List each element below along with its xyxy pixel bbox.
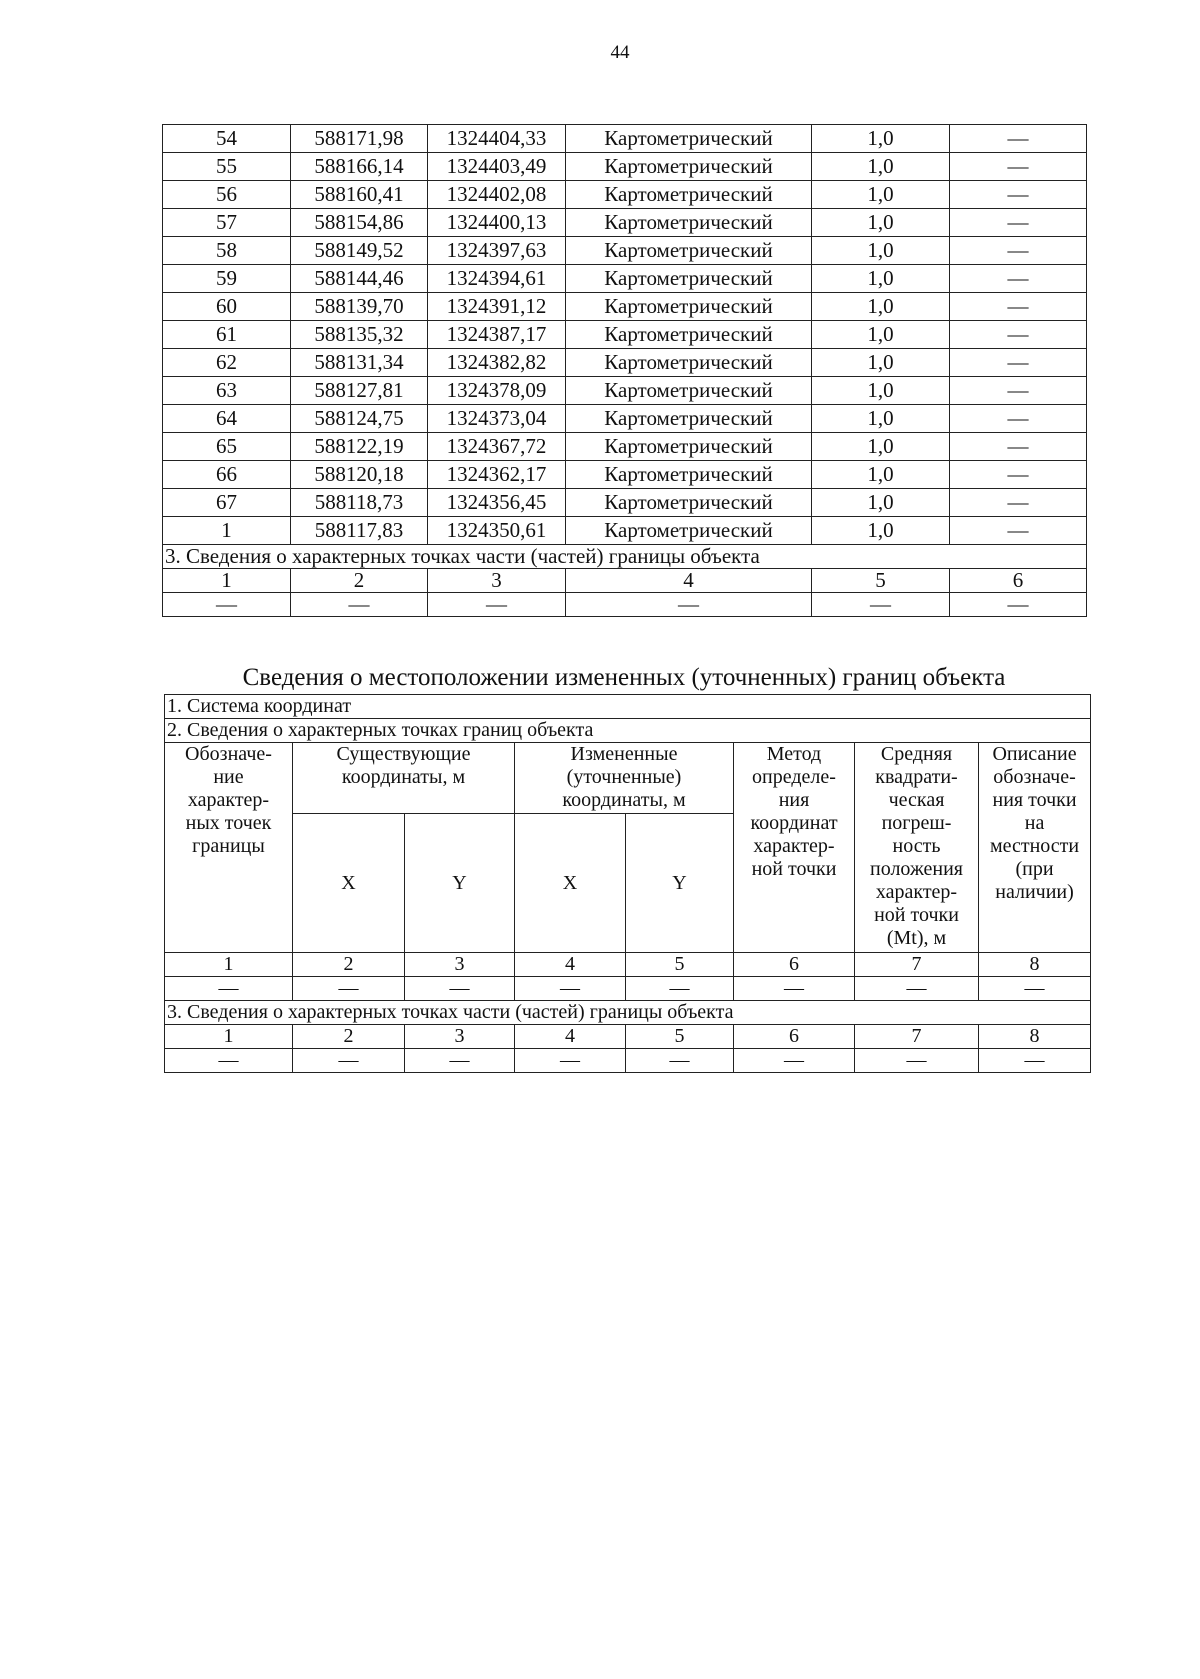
column-number-cell: 8 [979, 953, 1091, 977]
dash-cell: — [291, 593, 428, 617]
dash-cell: — [855, 977, 979, 1001]
header-changed-coordinates: Измененные (уточненные) координаты, м [515, 743, 734, 814]
y-coordinate-cell: 1324382,82 [428, 349, 566, 377]
dash-cell: — [165, 977, 293, 1001]
dash-row [165, 977, 1091, 1001]
boundary-points-section-row: 2. Сведения о характерных точках границ объекта [165, 719, 1091, 743]
x-coordinate-cell: 588127,81 [291, 377, 428, 405]
error-cell: 1,0 [812, 237, 950, 265]
description-cell: — [950, 293, 1087, 321]
coordinate-system-row: 1. Система координат [165, 695, 1091, 719]
description-cell: — [950, 489, 1087, 517]
method-cell: Картометрический [566, 377, 812, 405]
method-cell: Картометрический [566, 265, 812, 293]
dash-cell: — [979, 977, 1091, 1001]
table-row [163, 265, 1087, 293]
description-cell: — [950, 321, 1087, 349]
dash-cell: — [979, 1049, 1091, 1073]
column-number-cell: 5 [812, 569, 950, 593]
header-mean-square-error: Средняя квадрати- ческая погреш- ность положения характер- ной точки (Mt), м [855, 743, 979, 953]
header-existing-x: X [293, 814, 405, 953]
dash-cell: — [428, 593, 566, 617]
column-number-cell: 2 [293, 953, 405, 977]
dash-cell: — [626, 1049, 734, 1073]
point-number-cell: 62 [163, 349, 291, 377]
column-number-cell: 1 [165, 1025, 293, 1049]
method-cell: Картометрический [566, 125, 812, 153]
table-row [163, 433, 1087, 461]
dash-cell: — [293, 977, 405, 1001]
description-cell: — [950, 433, 1087, 461]
column-number-cell: 2 [291, 569, 428, 593]
dash-cell: — [515, 977, 626, 1001]
x-coordinate-cell: 588118,73 [291, 489, 428, 517]
method-cell: Картометрический [566, 237, 812, 265]
x-coordinate-cell: 588144,46 [291, 265, 428, 293]
point-number-cell: 61 [163, 321, 291, 349]
header-existing-coordinates: Существующие координаты, м [293, 743, 515, 814]
x-coordinate-cell: 588171,98 [291, 125, 428, 153]
dash-cell: — [734, 977, 855, 1001]
point-number-cell: 64 [163, 405, 291, 433]
error-cell: 1,0 [812, 517, 950, 545]
column-number-cell: 7 [855, 953, 979, 977]
column-number-cell: 5 [626, 1025, 734, 1049]
error-cell: 1,0 [812, 265, 950, 293]
x-coordinate-cell: 588166,14 [291, 153, 428, 181]
description-cell: — [950, 237, 1087, 265]
description-cell: — [950, 461, 1087, 489]
column-numbers-row [165, 953, 1091, 977]
dash-cell: — [165, 1049, 293, 1073]
column-number-cell: 6 [950, 569, 1087, 593]
x-coordinate-cell: 588122,19 [291, 433, 428, 461]
y-coordinate-cell: 1324367,72 [428, 433, 566, 461]
y-coordinate-cell: 1324403,49 [428, 153, 566, 181]
dash-cell: — [626, 977, 734, 1001]
dash-cell: — [566, 593, 812, 617]
description-cell: — [950, 209, 1087, 237]
error-cell: 1,0 [812, 349, 950, 377]
column-number-cell: 5 [626, 953, 734, 977]
column-number-cell: 3 [405, 953, 515, 977]
part-column-numbers-row [165, 1025, 1091, 1049]
column-number-cell: 2 [293, 1025, 405, 1049]
y-coordinate-cell: 1324350,61 [428, 517, 566, 545]
table-row [163, 517, 1087, 545]
section-heading: Сведения о местоположении измененных (уточненных) границ объекта [242, 664, 1006, 691]
table-row [163, 349, 1087, 377]
description-cell: — [950, 405, 1087, 433]
x-coordinate-cell: 588131,34 [291, 349, 428, 377]
table-row [163, 321, 1087, 349]
y-coordinate-cell: 1324387,17 [428, 321, 566, 349]
header-existing-y: Y [405, 814, 515, 953]
description-cell: — [950, 349, 1087, 377]
y-coordinate-cell: 1324400,13 [428, 209, 566, 237]
description-cell: — [950, 377, 1087, 405]
column-number-cell: 4 [515, 1025, 626, 1049]
dash-cell: — [405, 1049, 515, 1073]
method-cell: Картометрический [566, 489, 812, 517]
point-number-cell: 55 [163, 153, 291, 181]
dash-cell: — [812, 593, 950, 617]
point-number-cell: 60 [163, 293, 291, 321]
point-number-cell: 65 [163, 433, 291, 461]
error-cell: 1,0 [812, 377, 950, 405]
dash-cell: — [293, 1049, 405, 1073]
method-cell: Картометрический [566, 517, 812, 545]
point-number-cell: 63 [163, 377, 291, 405]
column-number-cell: 6 [734, 1025, 855, 1049]
header-method: Метод определе- ния координат характер- ной точки [734, 743, 855, 953]
column-number-cell: 6 [734, 953, 855, 977]
x-coordinate-cell: 588124,75 [291, 405, 428, 433]
column-number-cell: 7 [855, 1025, 979, 1049]
point-number-cell: 67 [163, 489, 291, 517]
method-cell: Картометрический [566, 433, 812, 461]
method-cell: Картометрический [566, 181, 812, 209]
error-cell: 1,0 [812, 125, 950, 153]
table-row [163, 489, 1087, 517]
column-number-cell: 3 [428, 569, 566, 593]
point-number-cell: 54 [163, 125, 291, 153]
point-number-cell: 58 [163, 237, 291, 265]
x-coordinate-cell: 588135,32 [291, 321, 428, 349]
error-cell: 1,0 [812, 181, 950, 209]
method-cell: Картометрический [566, 321, 812, 349]
table-row [163, 125, 1087, 153]
column-number-cell: 3 [405, 1025, 515, 1049]
table-row [163, 209, 1087, 237]
point-number-cell: 59 [163, 265, 291, 293]
y-coordinate-cell: 1324394,61 [428, 265, 566, 293]
error-cell: 1,0 [812, 433, 950, 461]
point-number-cell: 1 [163, 517, 291, 545]
x-coordinate-cell: 588139,70 [291, 293, 428, 321]
table-row [163, 293, 1087, 321]
part-dash-row [165, 1049, 1091, 1073]
table-row [163, 237, 1087, 265]
description-cell: — [950, 181, 1087, 209]
column-number-cell: 4 [566, 569, 812, 593]
dash-cell: — [855, 1049, 979, 1073]
dash-cell: — [405, 977, 515, 1001]
x-coordinate-cell: 588117,83 [291, 517, 428, 545]
y-coordinate-cell: 1324391,12 [428, 293, 566, 321]
dash-cell: — [515, 1049, 626, 1073]
error-cell: 1,0 [812, 153, 950, 181]
header-designation: Обозначе- ние характер- ных точек границы [165, 743, 293, 953]
x-coordinate-cell: 588149,52 [291, 237, 428, 265]
header-changed-y: Y [626, 814, 734, 953]
point-number-cell: 57 [163, 209, 291, 237]
error-cell: 1,0 [812, 209, 950, 237]
x-coordinate-cell: 588154,86 [291, 209, 428, 237]
y-coordinate-cell: 1324378,09 [428, 377, 566, 405]
dash-cell: — [950, 593, 1087, 617]
y-coordinate-cell: 1324402,08 [428, 181, 566, 209]
point-number-cell: 56 [163, 181, 291, 209]
x-coordinate-cell: 588160,41 [291, 181, 428, 209]
part-column-numbers-row [163, 569, 1087, 593]
error-cell: 1,0 [812, 321, 950, 349]
part-boundary-section-row: 3. Сведения о характерных точках части (частей) границы объекта [165, 1001, 1091, 1025]
boundary-points-table [162, 124, 1087, 617]
part-boundary-section-row: 3. Сведения о характерных точках части (частей) границы объекта [163, 545, 1087, 569]
description-cell: — [950, 265, 1087, 293]
y-coordinate-cell: 1324373,04 [428, 405, 566, 433]
table-row [163, 377, 1087, 405]
description-cell: — [950, 517, 1087, 545]
error-cell: 1,0 [812, 461, 950, 489]
description-cell: — [950, 125, 1087, 153]
point-number-cell: 66 [163, 461, 291, 489]
header-changed-x: X [515, 814, 626, 953]
y-coordinate-cell: 1324404,33 [428, 125, 566, 153]
y-coordinate-cell: 1324397,63 [428, 237, 566, 265]
method-cell: Картометрический [566, 461, 812, 489]
method-cell: Картометрический [566, 405, 812, 433]
description-cell: — [950, 153, 1087, 181]
part-dash-row [163, 593, 1087, 617]
method-cell: Картометрический [566, 293, 812, 321]
dash-cell: — [163, 593, 291, 617]
column-number-cell: 1 [165, 953, 293, 977]
error-cell: 1,0 [812, 489, 950, 517]
method-cell: Картометрический [566, 349, 812, 377]
y-coordinate-cell: 1324362,17 [428, 461, 566, 489]
dash-cell: — [734, 1049, 855, 1073]
column-number-cell: 4 [515, 953, 626, 977]
column-number-cell: 1 [163, 569, 291, 593]
error-cell: 1,0 [812, 405, 950, 433]
table-row [163, 181, 1087, 209]
y-coordinate-cell: 1324356,45 [428, 489, 566, 517]
method-cell: Картометрический [566, 153, 812, 181]
changed-boundaries-table [164, 694, 1091, 1073]
x-coordinate-cell: 588120,18 [291, 461, 428, 489]
error-cell: 1,0 [812, 293, 950, 321]
column-number-cell: 8 [979, 1025, 1091, 1049]
table-row [163, 153, 1087, 181]
header-point-description: Описание обозначе- ния точки на местности (при наличии) [979, 743, 1091, 953]
table-row [163, 461, 1087, 489]
method-cell: Картометрический [566, 209, 812, 237]
page-number: 44 [610, 42, 630, 63]
table-row [163, 405, 1087, 433]
